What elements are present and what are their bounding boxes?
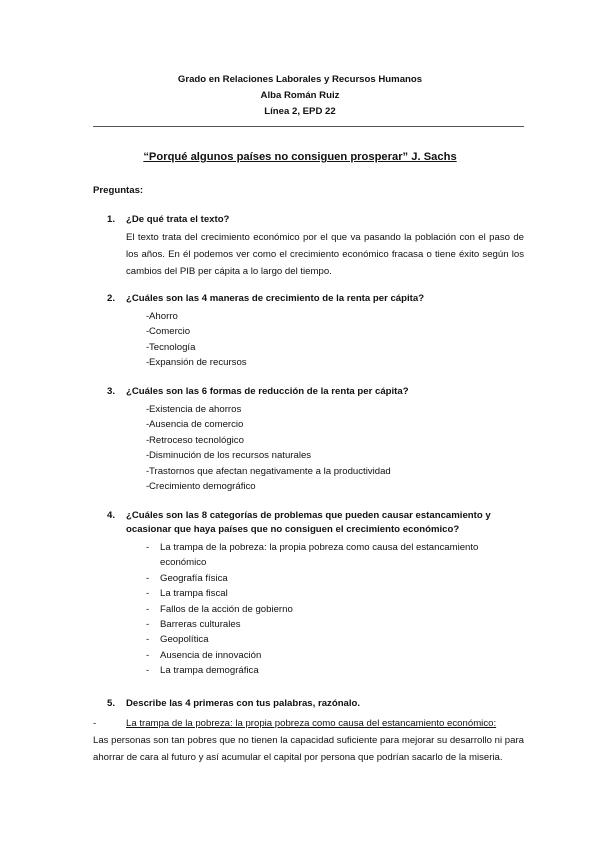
list-item: - Ausencia de innovación bbox=[146, 649, 262, 661]
list-item: - Geopolítica bbox=[146, 634, 209, 646]
list-item: - La trampa de la pobreza: la propia pobreza como causa del estancamiento económico bbox=[146, 542, 479, 569]
group-line: Línea 2, EPD 22 bbox=[264, 106, 336, 117]
list-item: - Ausencia de comercio bbox=[146, 419, 244, 431]
question-number: 1. bbox=[107, 214, 116, 225]
question-text: ¿Cuáles son las 4 maneras de crecimiento de la renta per cápita? bbox=[126, 293, 425, 304]
document-title bbox=[0, 151, 600, 163]
answer-lead: La trampa de la pobreza: la propia pobreza como causa del estancamiento económico bbox=[126, 718, 494, 729]
answer-text: Las personas son tan pobres que no tienen la capacidad suficiente para mejorar su desarrollo ni para ahorrar de cara al futuro y así acumular el capital por persona que podrían sacarlo de la miseria. bbox=[93, 735, 524, 763]
document-title-text: “Porqué algunos países no consiguen prosperar” J. Sachs bbox=[143, 151, 457, 163]
question-text: ¿De qué trata el texto? bbox=[126, 214, 230, 225]
list-item: - Retroceso tecnológico bbox=[146, 434, 244, 446]
answer-list bbox=[93, 540, 524, 679]
question-number: 4. bbox=[107, 510, 116, 521]
list-item: - Existencia de ahorros bbox=[146, 404, 242, 415]
list-item: - La trampa demográfica bbox=[146, 665, 259, 677]
question-text: Describe las 4 primeras con tus palabras, razónalo. bbox=[126, 698, 361, 709]
list-item: - La trampa fiscal bbox=[146, 588, 228, 600]
list-item: - Barreras culturales bbox=[146, 619, 241, 631]
question-text: ¿Cuáles son las 6 formas de reducción de la renta per cápita? bbox=[126, 386, 409, 397]
question-text: ¿Cuáles son las 8 categorías de problemas que pueden causar estancamiento y ocasionar que haya países que no consiguen el crecimiento económico? bbox=[126, 510, 491, 535]
list-item: - Tecnología bbox=[146, 341, 196, 353]
question-5 bbox=[93, 697, 524, 766]
list-item: - Fallos de la acción de gobierno bbox=[146, 603, 293, 615]
header-divider bbox=[93, 126, 524, 127]
question-2 bbox=[93, 292, 524, 371]
list-item: - Ahorro bbox=[146, 311, 178, 322]
answer-dash: - bbox=[93, 718, 97, 729]
answer-list bbox=[93, 402, 524, 494]
question-number: 3. bbox=[107, 386, 116, 397]
list-item: - Geografía física bbox=[146, 572, 228, 584]
answer-list bbox=[93, 309, 524, 371]
question-3 bbox=[93, 385, 524, 494]
document-header bbox=[0, 72, 600, 120]
answer-block: - La trampa de la pobreza: la propia pobreza como causa del estancamiento económico: Las personas son tan pobres que no tienen la capacidad suficiente para mejorar su desarrollo ni para ahorrar de cara al futuro y así acumular el capital por persona que podrían sacarlo de la miseria. bbox=[93, 715, 524, 766]
list-item: - Expansión de recursos bbox=[146, 357, 247, 369]
list-item: - Disminución de los recursos naturales bbox=[146, 450, 312, 462]
author-line: Alba Román Ruiz bbox=[260, 90, 340, 101]
answer-text: El texto trata del crecimiento económico por el que va pasando la población con el paso de los años. En él podemos ver como el crecimiento económico fracasa o tiene éxito según los cambios del PIB per cápita a lo largo del tiempo. bbox=[126, 232, 524, 277]
list-item: - Trastornos que afectan negativamente a la productividad bbox=[146, 465, 391, 477]
question-4 bbox=[93, 509, 524, 679]
degree-line: Grado en Relaciones Laborales y Recursos Humanos bbox=[177, 74, 423, 85]
list-item: - Crecimiento demográfico bbox=[146, 481, 256, 493]
list-item: - Comercio bbox=[146, 326, 191, 338]
preguntas-label: Preguntas: bbox=[93, 185, 144, 196]
question-number: 5. bbox=[107, 698, 116, 709]
question-1 bbox=[93, 213, 524, 280]
question-number: 2. bbox=[107, 293, 116, 304]
